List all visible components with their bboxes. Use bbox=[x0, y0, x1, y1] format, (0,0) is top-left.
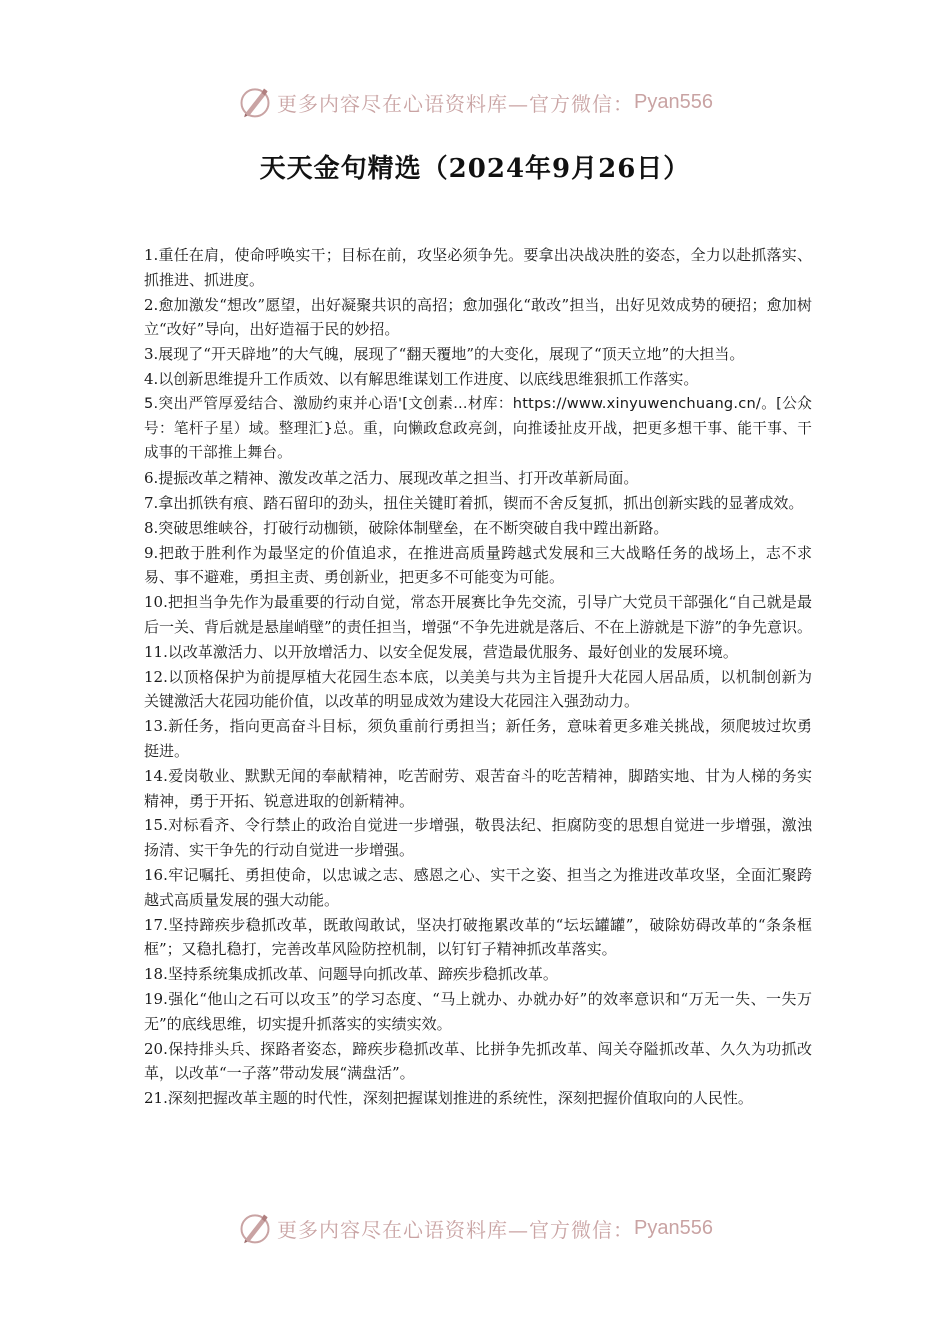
list-item: 13.新任务，指向更高奋斗目标，须负重前行勇担当；新任务，意味着更多难关挑战，须爬坡过坎勇挺进。 bbox=[144, 717, 812, 760]
list-item: 14.爱岗敬业、默默无闻的奉献精神，吃苦耐劳、艰苦奋斗的吃苦精神，脚踏实地、甘为人梯的务实精神，勇于开拓、锐意进取的创新精神。 bbox=[144, 766, 812, 810]
wechat-id: Pyan556 bbox=[634, 1216, 713, 1239]
list-item: 5.突出严管厚爱结合、激励约束并心语'[文创素...材库：https://www.xinyuwenchuang.cn/。[公众号：笔杆子星）域。整理汇}总。重，向懒政怠政亮剑，向推诿扯皮开战，把更多想干事、能干事、干成事的干部推上舞台。 bbox=[144, 394, 812, 462]
list-item: 6.提振改革之精神、激发改革之活力、展现改革之担当、打开改革新局面。 bbox=[144, 469, 639, 488]
wechat-id: Pyan556 bbox=[634, 90, 713, 113]
list-item: 20.保持排头兵、探路者姿态，蹄疾步稳抓改革、比拼争先抓改革、闯关夺隘抓改革、久久为功抓改革，以改革“一子落”带动发展“满盘活”。 bbox=[144, 1039, 812, 1083]
list-item: 11.以改革激活力、以开放增活力、以安全促发展，营造最优服务、最好创业的发展环境。 bbox=[144, 642, 738, 661]
page-title: 天天金句精选（2024年9月26日） bbox=[259, 154, 691, 184]
list-item: 9.把敢于胜利作为最坚定的价值追求，在推进高质量跨越式发展和三大战略任务的战场上，志不求易、事不避难，勇担主责、勇创新业，把更多不可能变为可能。 bbox=[144, 543, 812, 587]
banner-text: 更多内容尽在心语资料库—官方微信： bbox=[277, 1217, 635, 1242]
quote-list bbox=[144, 243, 812, 1111]
pen-logo-icon bbox=[237, 84, 273, 120]
pen-logo-icon bbox=[237, 1210, 273, 1246]
list-item: 10.把担当争先作为最重要的行动自觉，常态开展赛比争先交流，引导广大党员干部强化“自己就是最后一关、背后就是悬崖峭壁”的责任担当，增强“不争先进就是落后、不在上游就是下游”的争先意识。 bbox=[144, 593, 813, 636]
footer-banner bbox=[0, 1208, 950, 1248]
list-item: 21.深刻把握改革主题的时代性，深刻把握谋划推进的系统性，深刻把握价值取向的人民性。 bbox=[144, 1089, 753, 1108]
list-item: 15.对标看齐、令行禁止的政治自觉进一步增强，敬畏法纪、拒腐防变的思想自觉进一步增强，激浊扬清、实干争先的行动自觉进一步增强。 bbox=[144, 816, 812, 860]
list-item: 2.愈加激发“想改”愿望，出好凝聚共识的高招；愈加强化“敢改”担当，出好见效成势的硬招；愈加树立“改好”导向，出好造福于民的妙招。 bbox=[144, 295, 812, 339]
list-item: 1.重任在肩，使命呼唤实干；目标在前，攻坚必须争先。要拿出决战决胜的姿态，全力以赴抓落实、抓推进、抓进度。 bbox=[144, 246, 812, 289]
list-item: 17.坚持蹄疾步稳抓改革，既敢闯敢试，坚决打破拖累改革的“坛坛罐罐”，破除妨碍改革的“条条框框”；又稳扎稳打，完善改革风险防控机制，以钉钉子精神抓改革落实。 bbox=[144, 915, 812, 959]
list-item: 7.拿出抓铁有痕、踏石留印的劲头，扭住关键盯着抓，锲而不舍反复抓，抓出创新实践的显著成效。 bbox=[144, 493, 804, 512]
list-item: 16.牢记嘱托、勇担使命，以忠诚之志、感恩之心、实干之姿、担当之为推进改革攻坚，全面汇聚跨越式高质量发展的强大动能。 bbox=[144, 865, 812, 909]
list-item: 12.以顶格保护为前提厚植大花园生态本底，以美美与共为主旨提升大花园人居品质，以机制创新为关键激活大花园功能价值，以改革的明显成效为建设大花园注入强劲动力。 bbox=[144, 667, 812, 711]
banner-text: 更多内容尽在心语资料库—官方微信： bbox=[277, 91, 635, 116]
list-item: 19.强化“他山之石可以攻玉”的学习态度、“马上就办、办就办好”的效率意识和“万无一失、一失万无”的底线思维，切实提升抓落实的实绩实效。 bbox=[144, 989, 812, 1033]
list-item: 8.突破思维峡谷，打破行动枷锁，破除体制壁垒，在不断突破自我中蹚出新路。 bbox=[144, 518, 669, 537]
list-item: 18.坚持系统集成抓改革、问题导向抓改革、蹄疾步稳抓改革。 bbox=[144, 965, 558, 984]
list-item: 3.展现了“开天辟地”的大气魄，展现了“翻天覆地”的大变化，展现了“顶天立地”的大担当。 bbox=[144, 345, 745, 364]
header-banner bbox=[0, 82, 950, 122]
list-item: 4.以创新思维提升工作质效、以有解思维谋划工作进度、以底线思维狠抓工作落实。 bbox=[144, 369, 699, 388]
